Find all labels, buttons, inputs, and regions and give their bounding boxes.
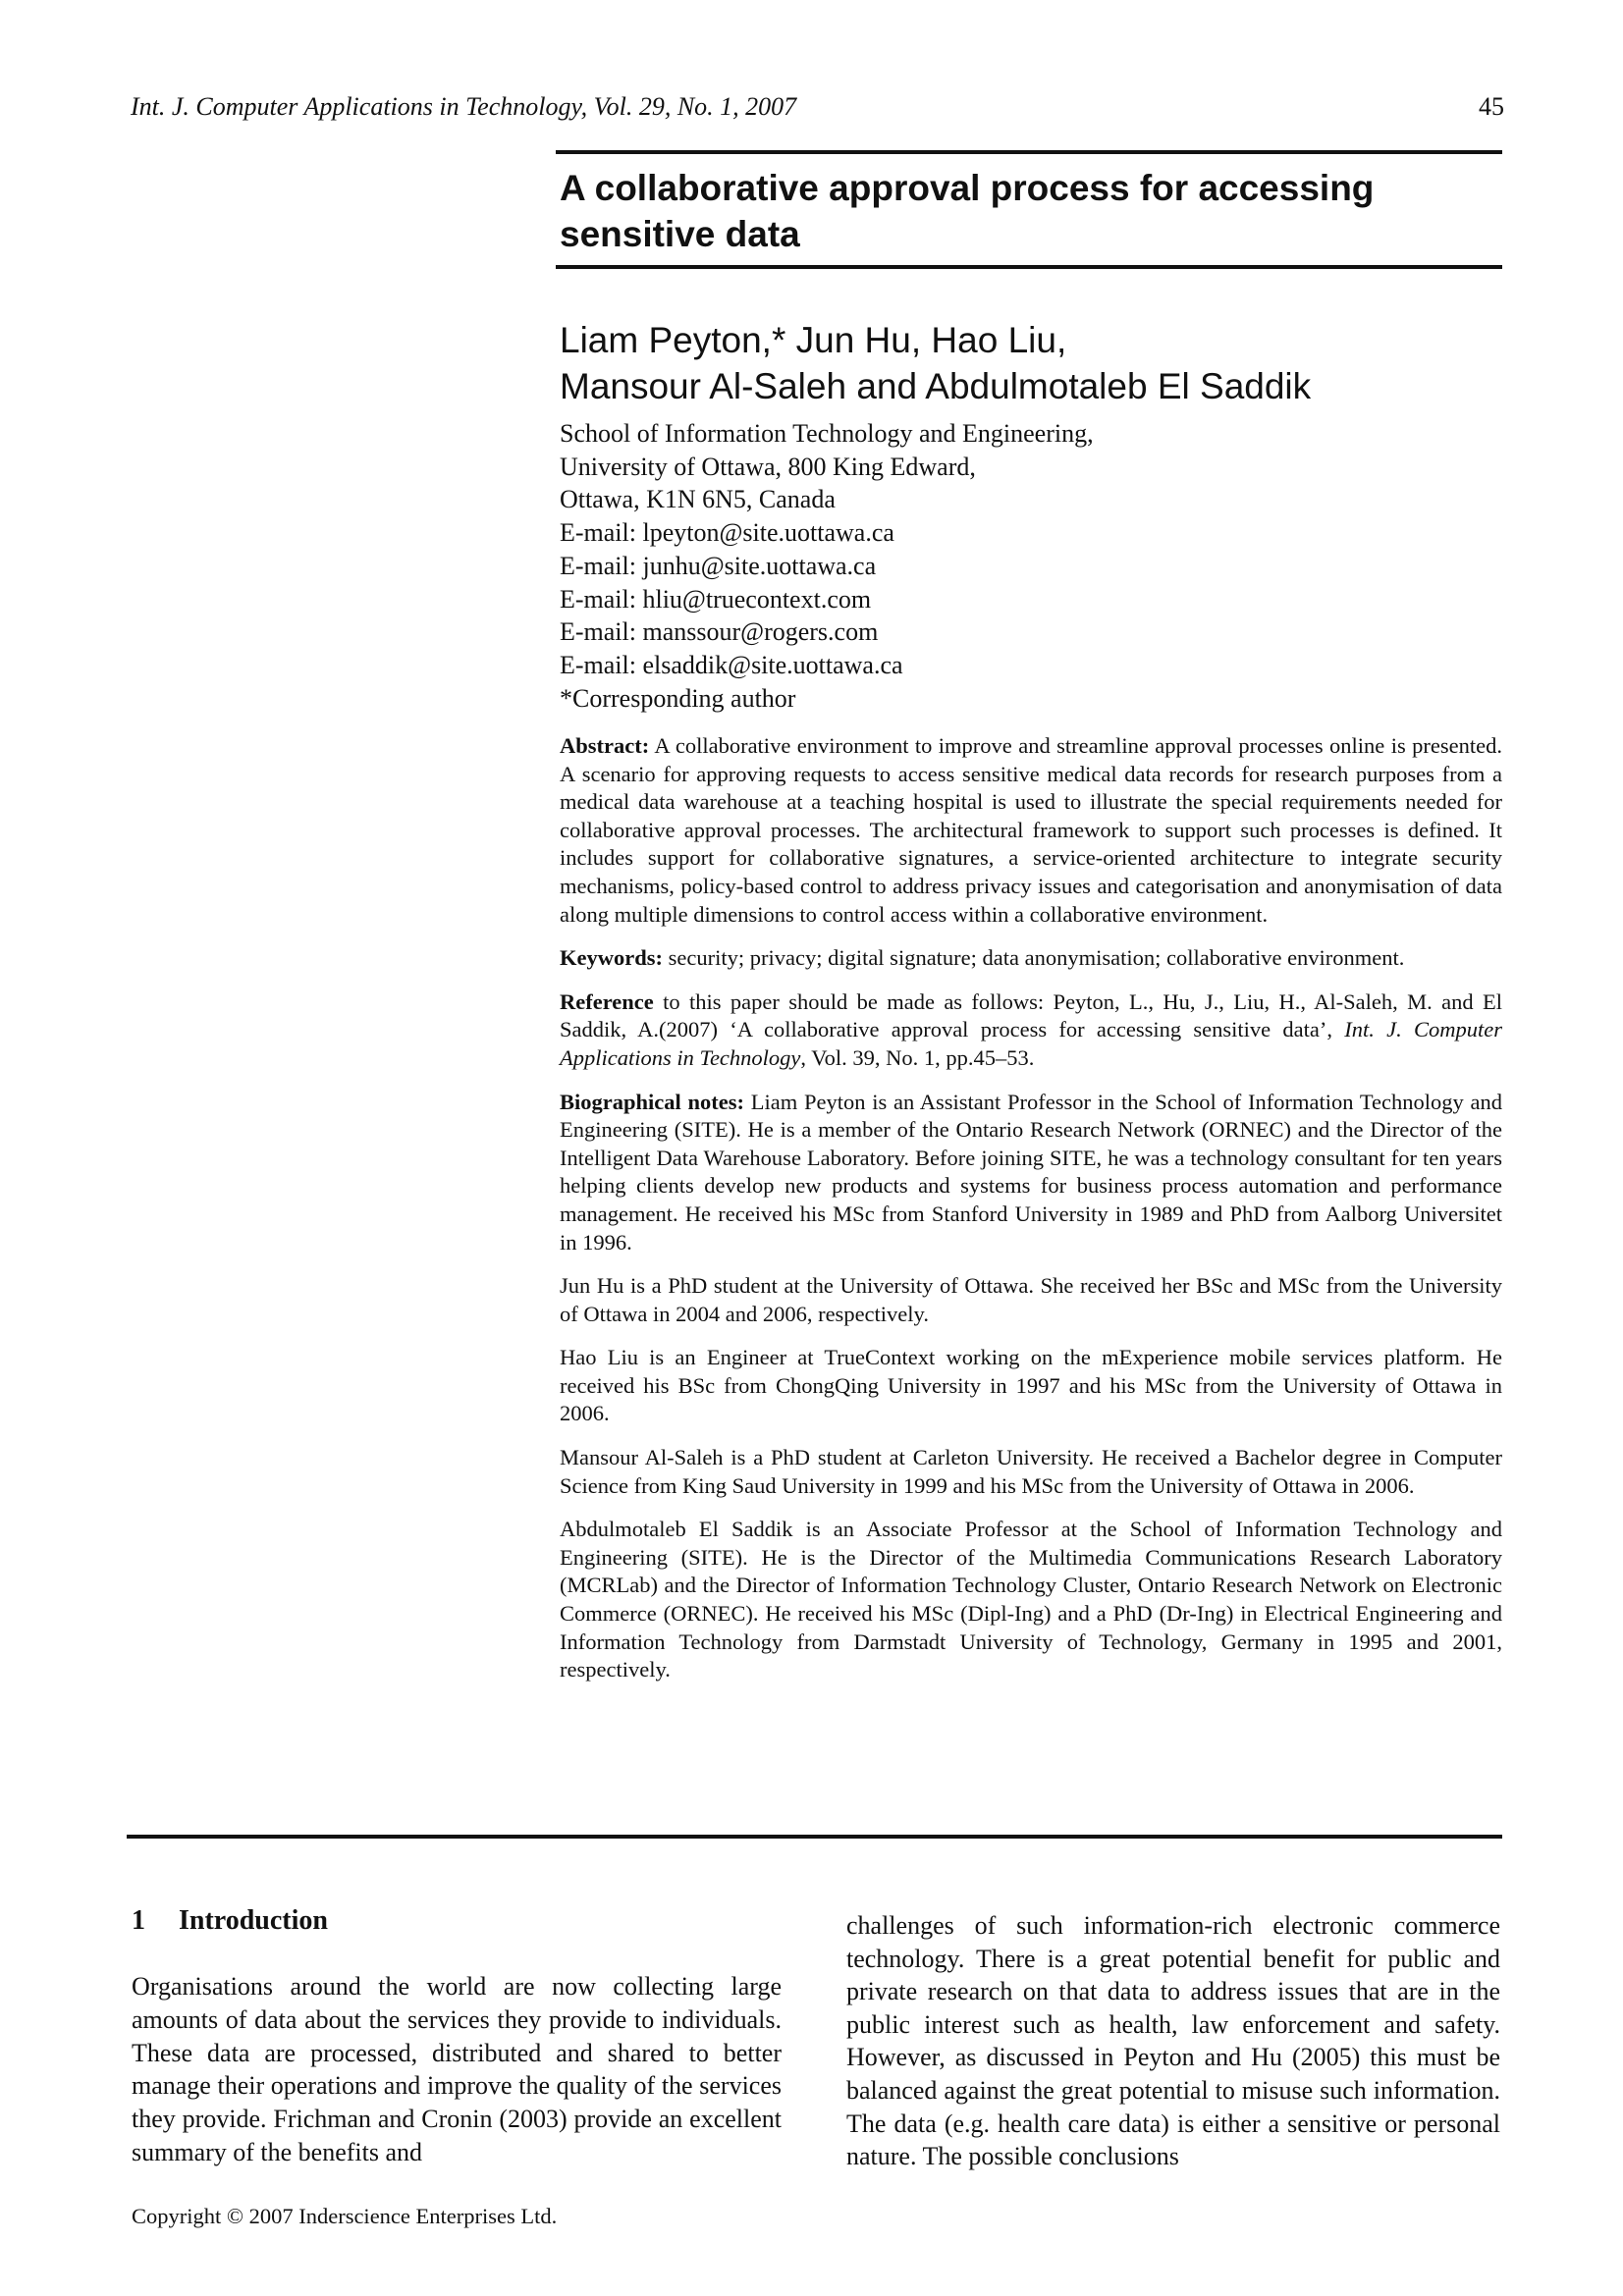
bio-liu: Hao Liu is an Engineer at TrueContext working on the mExperience mobile services platform. He received his BSc from ChongQing University in 1997 and his MSc from the University of Ottawa in 2006. (560, 1345, 1502, 1426)
article-title-line-1: A collaborative approval process for accessing (560, 168, 1375, 208)
keywords-text: security; privacy; digital signature; data anonymisation; collaborative environment. (668, 945, 1405, 971)
reference-label: Reference (560, 988, 654, 1014)
author-list (560, 317, 1502, 409)
body-column-right (846, 1909, 1500, 2173)
page-number: 45 (1479, 92, 1504, 121)
title-top-rule (556, 150, 1502, 154)
article-title-line-2: sensitive data (560, 214, 800, 254)
email-line: E-mail: hliu@truecontext.com (560, 584, 872, 614)
author-line-1: Liam Peyton,* Jun Hu, Hao Liu, (560, 320, 1067, 360)
section-heading (132, 1904, 782, 1938)
affiliation-line: University of Ottawa, 800 King Edward, (560, 452, 976, 481)
article-title (560, 165, 1502, 257)
front-matter-bottom-rule (127, 1835, 1502, 1839)
abstract-text: A collaborative environment to improve and streamline approval processes online is presented. A scenario for approving requests to access sensitive medical data records for research purposes from a medical data warehouse at a teaching hospital is used to illustrate the special requirements needed for collaborative approval processes. The architectural framework to support such processes is defined. It includes support for collaborative signatures, a service-oriented architecture to integrate security mechanisms, policy-based control to address privacy issues and categorisation and anonymisation of data along multiple dimensions to control access within a collaborative environment. (560, 733, 1502, 927)
running-head-journal: Int. J. Computer Applications in Technology, Vol. 29, No. 1, 2007 (131, 92, 797, 121)
email-line: E-mail: junhu@site.uottawa.ca (560, 551, 877, 580)
reference-journal: Int. J. Computer Applications in Technology (560, 1017, 1502, 1070)
intro-paragraph-right: challenges of such information-rich electronic commerce technology. There is a great potential benefit for public and private research on that data to address issues that are in the public interest such as health, law enforcement and safety. However, as discussed in Peyton and Hu (2005) this must be balanced against the great potential to misuse such information. The data (e.g. health care data) is either a sensitive or personal nature. The possible conclusions (846, 1911, 1500, 2171)
intro-paragraph-left: Organisations around the world are now collecting large amounts of data about the services they provide to individuals. These data are processed, distributed and shared to better manage their operations and improve the quality of the services they provide. Frichman and Cronin (2003) provide an excellent summary of the benefits and (132, 1972, 782, 2166)
affiliation-line: Ottawa, K1N 6N5, Canada (560, 485, 836, 514)
affiliation-line: School of Information Technology and Engineering, (560, 419, 1094, 448)
author-line-2: Mansour Al-Saleh and Abdulmotaleb El Saddik (560, 366, 1312, 406)
bio-alsaleh: Mansour Al-Saleh is a PhD student at Carleton University. He received a Bachelor degree in Computer Science from King Saud University in 1999 and his MSc from the University of Ottawa in 2006. (560, 1445, 1502, 1498)
bio-peyton (560, 1089, 1502, 1257)
bio-peyton-text: Liam Peyton is an Assistant Professor in the School of Information Technology and Engineering (SITE). He is a member of the Ontario Research Network (ORNEC) and the Director of the Intelligent Data Warehouse Laboratory. Before joining SITE, he was a technology consultant for ten years helping clients develop new products and systems for business process automation and performance management. He received his MSc from Stanford University in 1989 and PhD from Aalborg Universitet in 1996. (560, 1089, 1502, 1255)
copyright-notice: Copyright © 2007 Inderscience Enterprises Ltd. (132, 2204, 558, 2228)
email-line: E-mail: elsaddik@site.uottawa.ca (560, 650, 903, 679)
section-title: Introduction (179, 1905, 328, 1936)
front-matter (560, 732, 1502, 1700)
bio-hu: Jun Hu is a PhD student at the University of Ottawa. She received her BSc and MSc from the University of Ottawa in 2004 and 2006, respectively. (560, 1273, 1502, 1326)
reference-details: , Vol. 39, No. 1, pp.45–53. (800, 1044, 1035, 1070)
reference-text: to this paper should be made as follows: Peyton, L., Hu, J., Liu, H., Al-Saleh, M. and El Saddik, A.(2007) ‘A collaborative approval process for accessing sensitive data’, (560, 988, 1502, 1042)
keywords-label: Keywords: (560, 945, 663, 971)
corresponding-author-note: *Corresponding author (560, 683, 796, 713)
section-number: 1 (132, 1905, 145, 1936)
bio-elsaddik: Abdulmotaleb El Saddik is an Associate Professor at the School of Information Technology and Engineering (SITE). He is the Director of the Multimedia Communications Research Laboratory (MCRLab) and the Director of Information Technology Cluster, Ontario Research Network on Electronic Commerce (ORNEC). He received his MSc (Dipl-Ing) and a PhD (Dr-Ing) in Electrical Engineering and Information Technology from Darmstadt University of Technology, Germany in 1995 and 2001, respectively. (560, 1517, 1502, 1682)
reference (560, 988, 1502, 1073)
abstract (560, 732, 1502, 929)
affiliation-block (560, 417, 1502, 715)
abstract-label: Abstract: (560, 733, 650, 758)
email-line: E-mail: lpeyton@site.uottawa.ca (560, 518, 894, 548)
body-column-left (132, 1904, 782, 2169)
title-bottom-rule (556, 265, 1502, 269)
keywords (560, 944, 1502, 973)
bio-label: Biographical notes: (560, 1089, 745, 1114)
email-line: E-mail: manssour@rogers.com (560, 617, 879, 647)
